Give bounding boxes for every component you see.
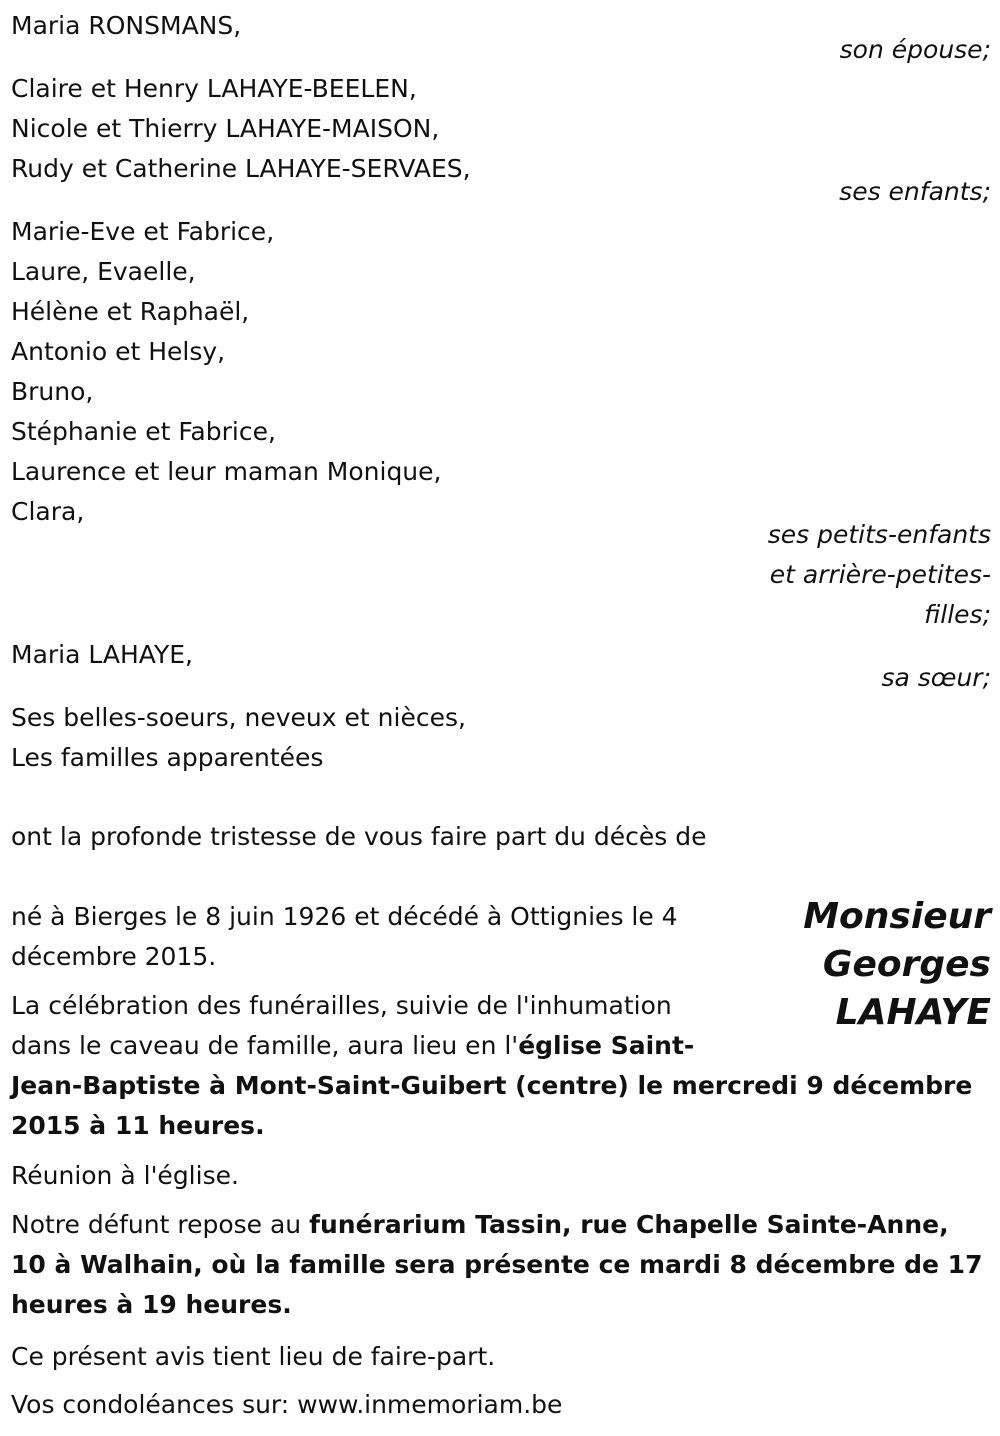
- notice-text: Ce présent avis tient lieu de faire-part.: [11, 1342, 496, 1371]
- visitation-details-line: heures à 19 heures.: [11, 1290, 292, 1319]
- grandchild-line: Antonio et Helsy,: [11, 337, 226, 366]
- grandchild-line: Laurence et leur maman Monique,: [11, 457, 442, 486]
- funeral-details-line: Jean-Baptiste à Mont-Saint-Guibert (centre) le mercredi 9 décembre: [11, 1071, 973, 1100]
- relatives-line: Ses belles-soeurs, neveux et nièces,: [11, 703, 466, 732]
- birth-death-line: né à Bierges le 8 juin 1926 et décédé à Ottignies le 4: [11, 902, 678, 931]
- visitation-line: [11, 1205, 949, 1245]
- grandchild-line: Bruno,: [11, 377, 94, 406]
- funeral-details-line: 2015 à 11 heures.: [11, 1111, 265, 1140]
- grandchildren-role-line: et arrière-petites-: [769, 560, 991, 589]
- funerarium-address: funérarium Tassin, rue Chapelle Sainte-Anne,: [309, 1210, 949, 1239]
- grandchildren-role-line: filles;: [924, 600, 991, 629]
- spouse-name: Maria RONSMANS,: [11, 11, 242, 40]
- visitation-details-line: 10 à Walhain, où la famille sera présente ce mardi 8 décembre de 17: [11, 1250, 983, 1279]
- child-line: Rudy et Catherine LAHAYE-SERVAES,: [11, 154, 471, 183]
- sister-role: sa sœur;: [881, 663, 991, 692]
- reunion-text: Réunion à l'église.: [11, 1161, 239, 1190]
- church-name: église Saint-: [518, 1031, 695, 1060]
- deceased-name: [803, 893, 991, 1037]
- child-line: Nicole et Thierry LAHAYE-MAISON,: [11, 114, 440, 143]
- children-role: ses enfants;: [839, 177, 991, 206]
- grandchild-line: Clara,: [11, 497, 85, 526]
- announcement-text: ont la profonde tristesse de vous faire part du décès de: [11, 822, 707, 851]
- deceased-name-line: Georges: [822, 944, 991, 985]
- condolences-text: Vos condoléances sur: www.inmemoriam.be: [11, 1390, 563, 1419]
- sister-name: Maria LAHAYE,: [11, 640, 193, 669]
- deceased-name-line: LAHAYE: [835, 992, 991, 1033]
- funeral-text: dans le caveau de famille, aura lieu en l': [11, 1031, 519, 1060]
- relatives-line: Les familles apparentées: [11, 743, 324, 772]
- spouse-role: son épouse;: [839, 35, 991, 64]
- child-line: Claire et Henry LAHAYE-BEELEN,: [11, 74, 417, 103]
- funeral-line: La célébration des funérailles, suivie de l'inhumation: [11, 991, 672, 1020]
- grandchild-line: Laure, Evaelle,: [11, 257, 196, 286]
- birth-death-line: décembre 2015.: [11, 942, 217, 971]
- visitation-text: Notre défunt repose au: [11, 1210, 310, 1239]
- deceased-name-line: Monsieur: [803, 896, 991, 937]
- grandchild-line: Hélène et Raphaël,: [11, 297, 250, 326]
- funeral-line: [11, 1026, 694, 1066]
- grandchild-line: Marie-Eve et Fabrice,: [11, 217, 275, 246]
- grandchildren-role-line: ses petits-enfants: [767, 520, 991, 549]
- grandchild-line: Stéphanie et Fabrice,: [11, 417, 276, 446]
